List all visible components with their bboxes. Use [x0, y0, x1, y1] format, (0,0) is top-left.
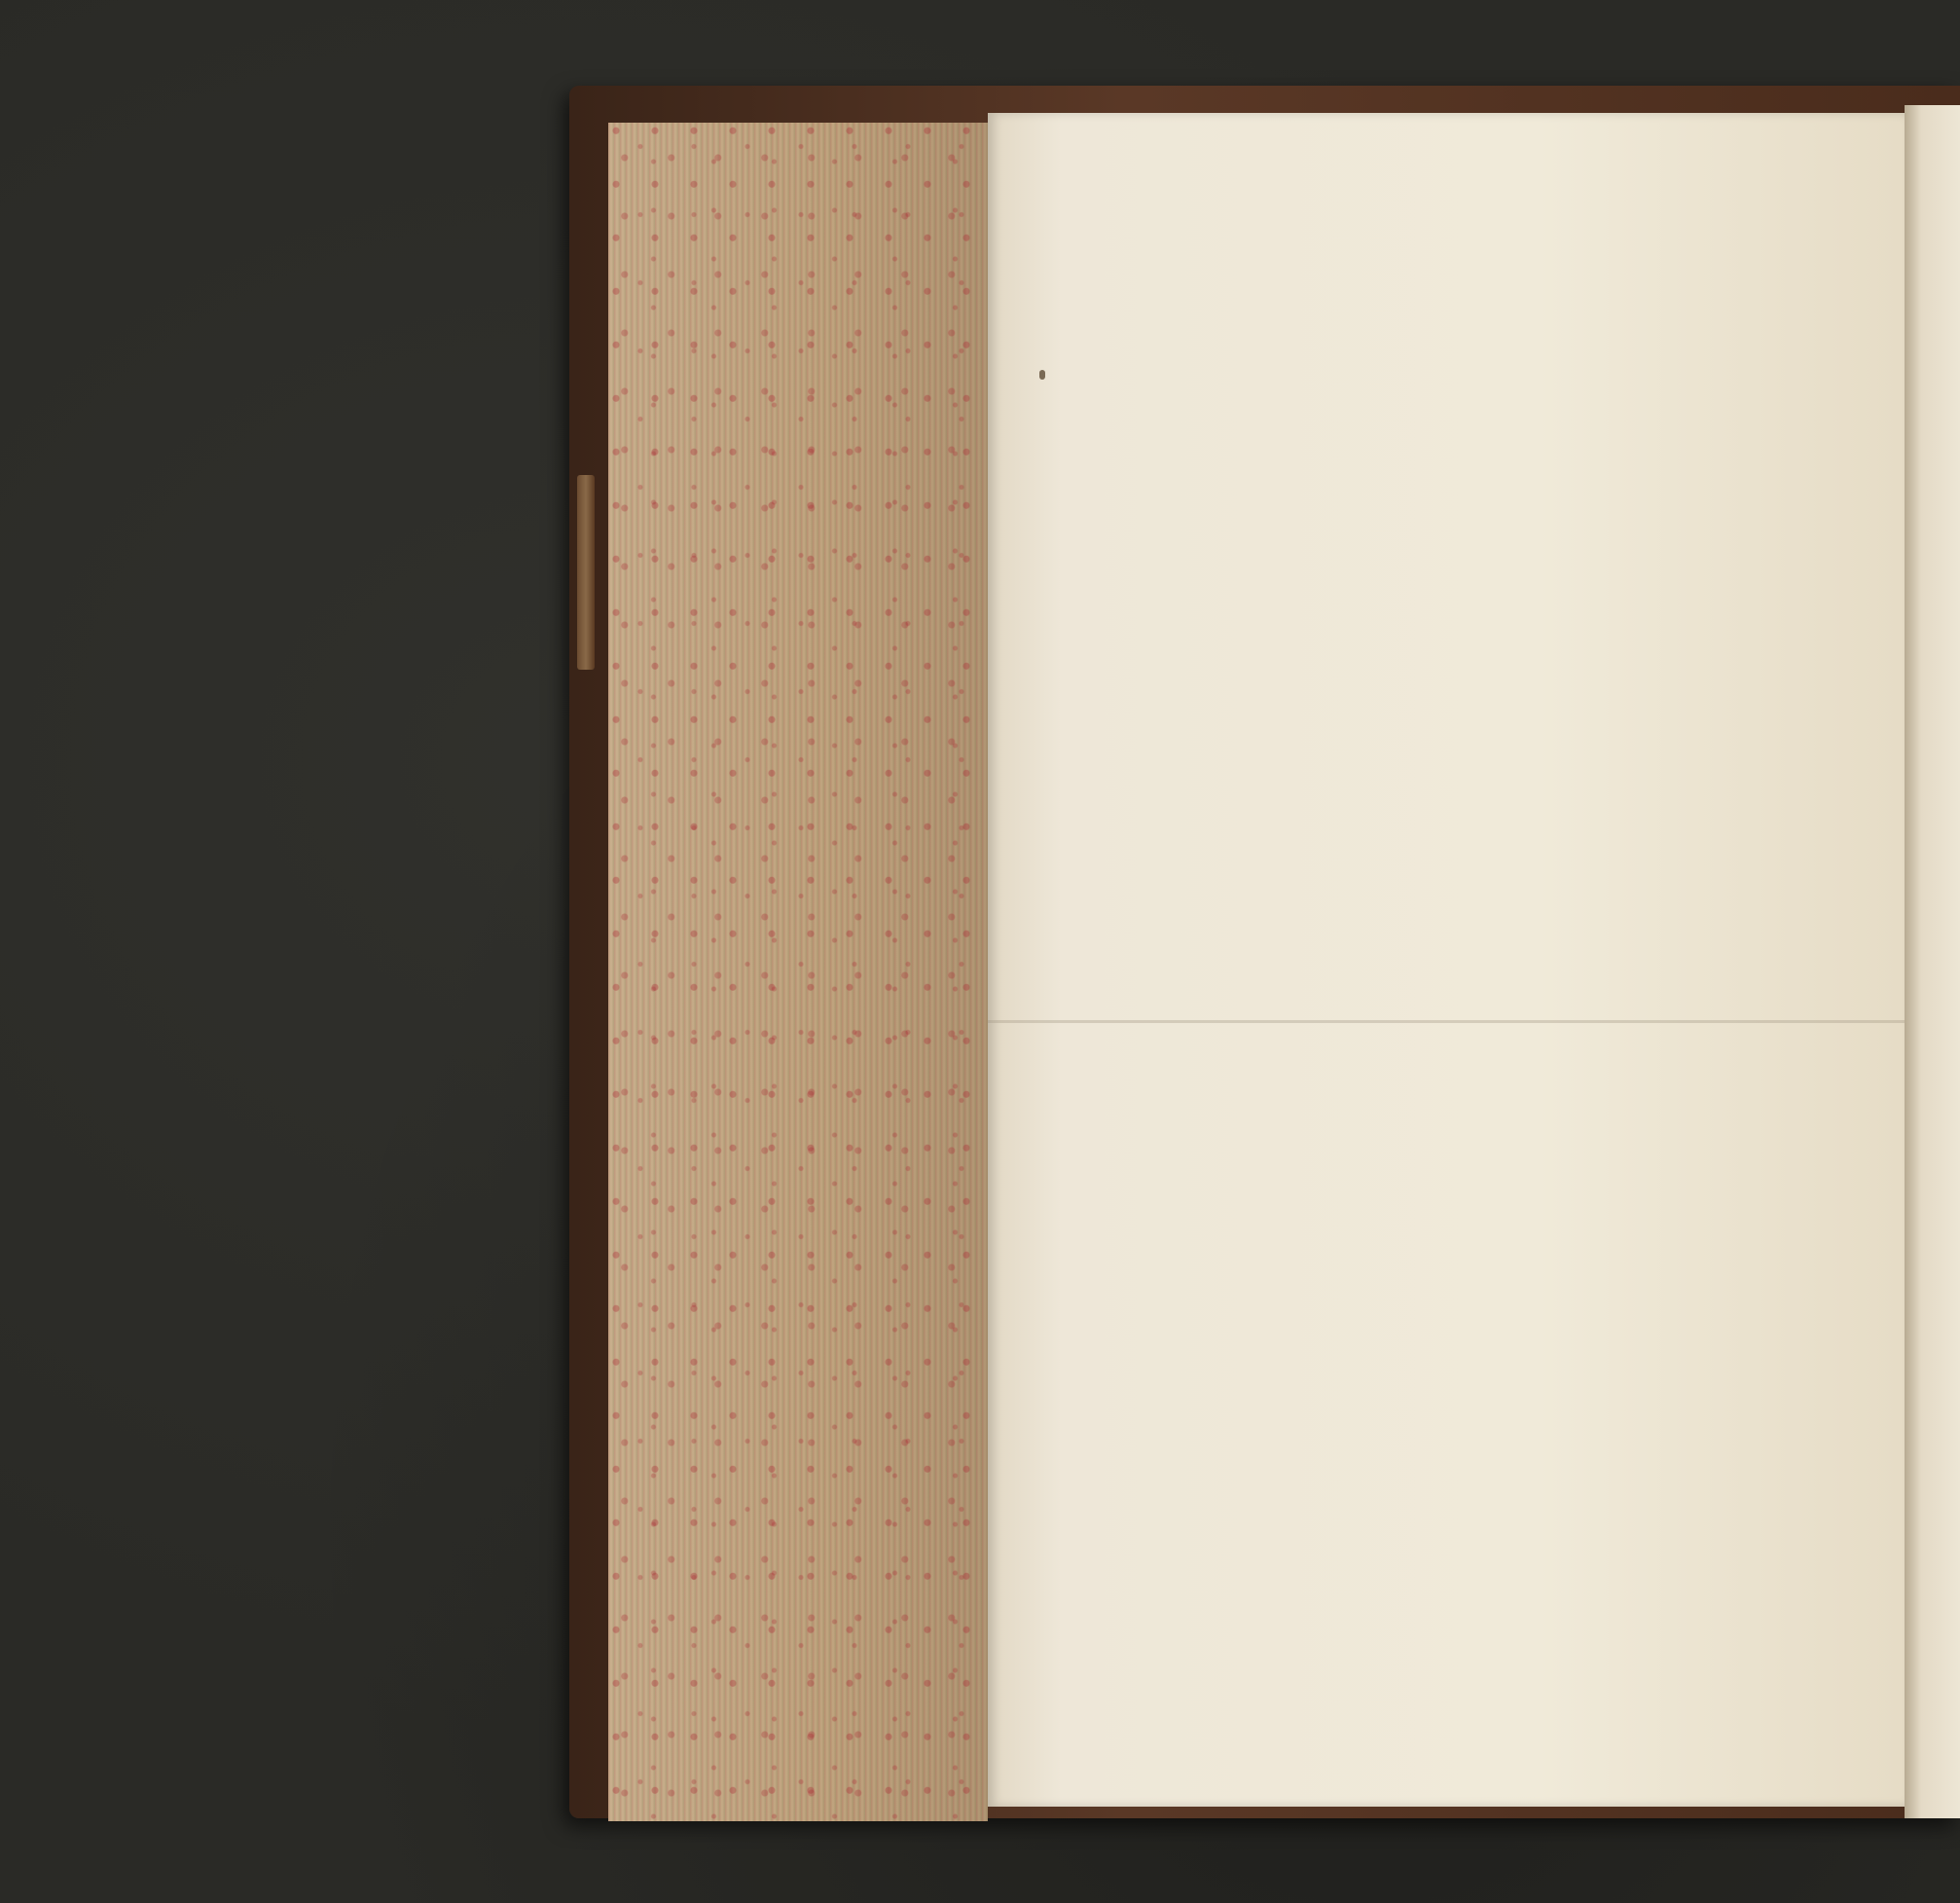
right-page-fragment — [1905, 105, 1960, 1818]
page-block-edge — [608, 123, 988, 1821]
book-clasp — [577, 475, 595, 670]
sprinkled-edge — [608, 123, 988, 1821]
left-page — [988, 113, 1905, 1807]
ink-blot — [1039, 370, 1045, 380]
page-fold-crease — [988, 1020, 1905, 1023]
open-book — [569, 86, 1960, 1818]
